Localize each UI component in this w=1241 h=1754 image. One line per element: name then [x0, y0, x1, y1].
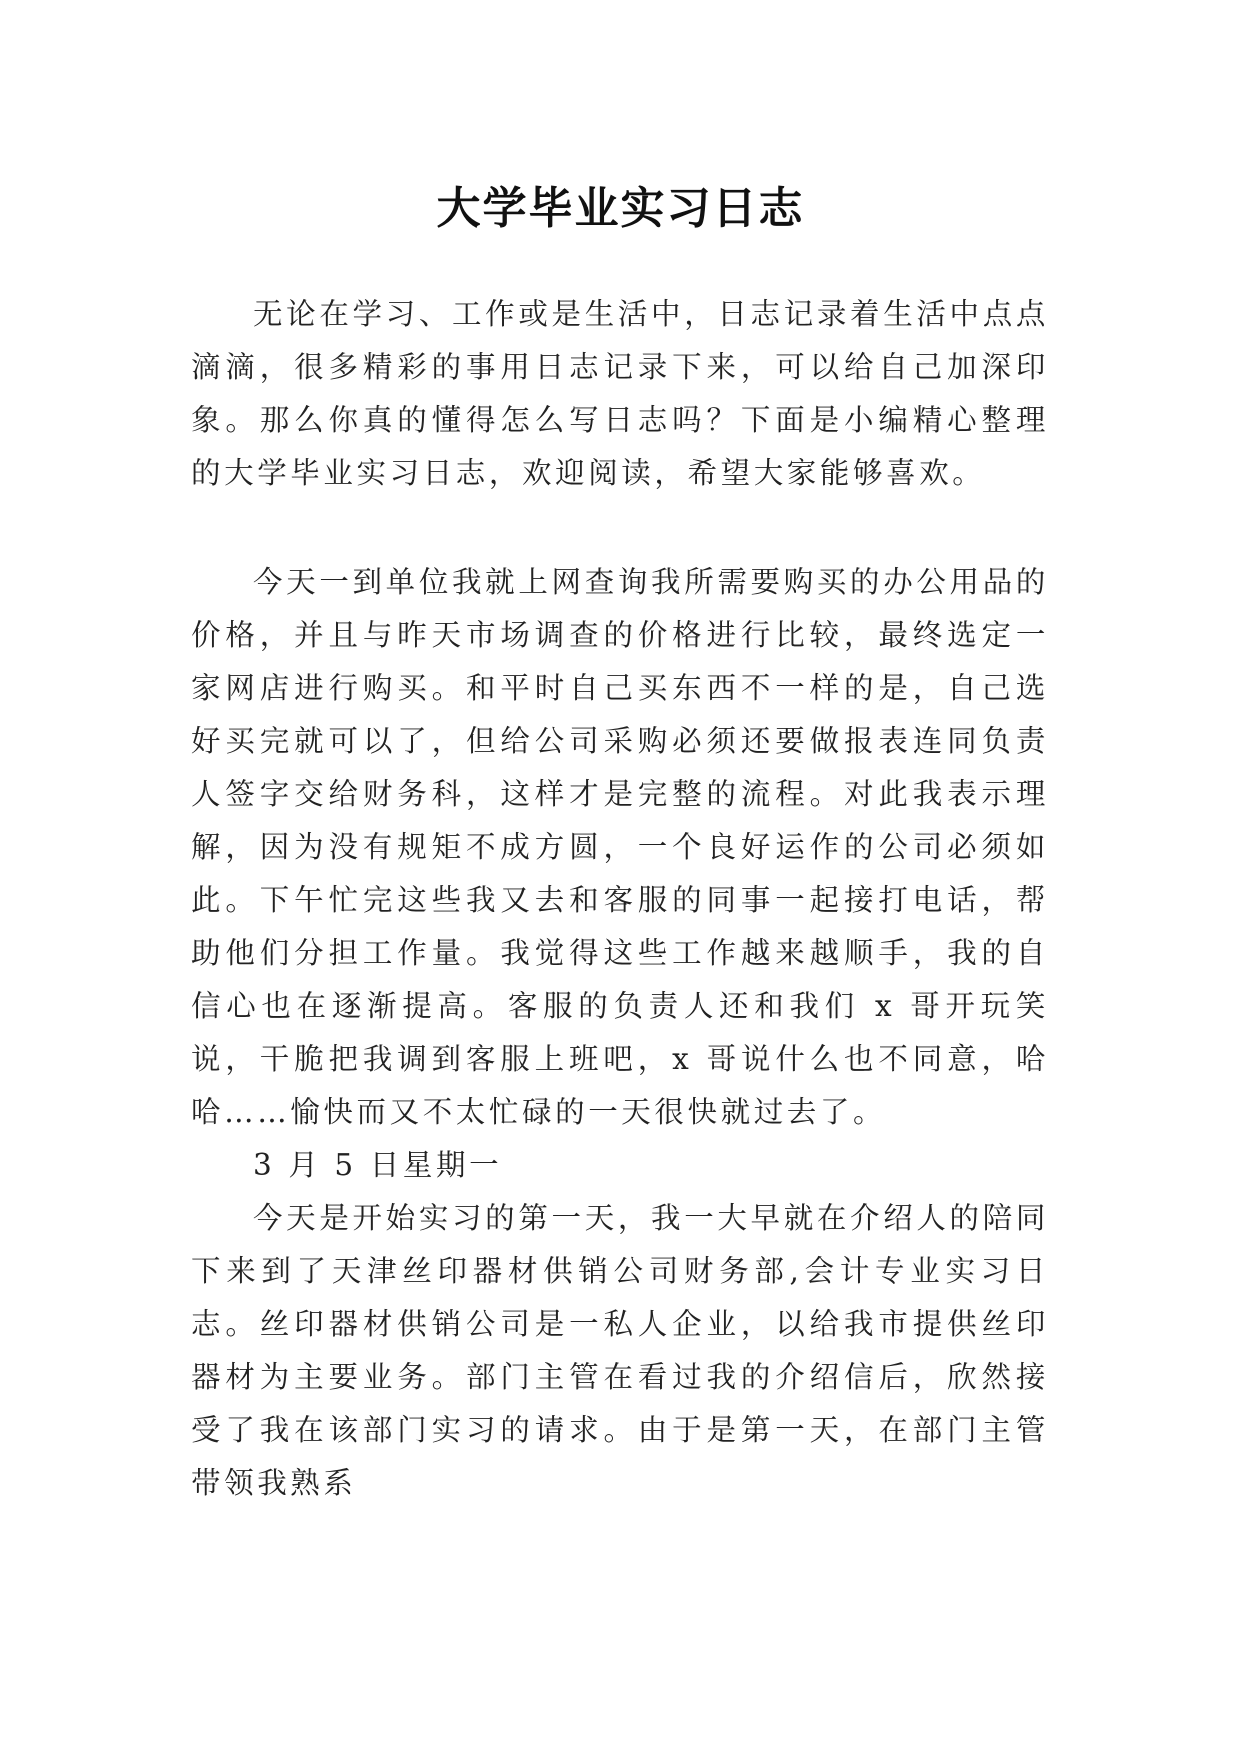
intro-paragraph: 无论在学习、工作或是生活中，日志记录着生活中点点滴滴，很多精彩的事用日志记录下来，可以给自己加深印象。那么你真的懂得怎么写日志吗？下面是小编精心整理的大学毕业实习日志，欢迎阅读，希望大家能够喜欢。	[191, 297, 1049, 490]
paragraph-spacer	[191, 500, 1049, 556]
body-paragraph: 今天是开始实习的第一天，我一大早就在介绍人的陪同下来到了天津丝印器材供销公司财务部,会计专业实习日志。丝印器材供销公司是一私人企业，以给我市提供丝印器材为主要业务。部门主管在看过我的介绍信后，欣然接受了我在该部门实习的请求。由于是第一天，在部门主管带领我熟系	[191, 1201, 1049, 1500]
date-heading: 3 月 5 日星期一	[253, 1148, 503, 1182]
document-body	[191, 288, 1049, 1510]
page-title: 大学毕业实习日志	[436, 183, 805, 235]
body-paragraph: 今天一到单位我就上网查询我所需要购买的办公用品的价格，并且与昨天市场调查的价格进行比较，最终选定一家网店进行购买。和平时自己买东西不一样的是，自己选好买完就可以了，但给公司采购必须还要做报表连同负责人签字交给财务科，这样才是完整的流程。对此我表示理解，因为没有规矩不成方圆，一个良好运作的公司必须如此。下午忙完这些我又去和客服的同事一起接打电话，帮助他们分担工作量。我觉得这些工作越来越顺手，我的自信心也在逐渐提高。客服的负责人还和我们 x 哥开玩笑说，干脆把我调到客服上班吧，x 哥说什么也不同意，哈哈……愉快而又不太忙碌的一天很快就过去了。	[191, 565, 1049, 1129]
